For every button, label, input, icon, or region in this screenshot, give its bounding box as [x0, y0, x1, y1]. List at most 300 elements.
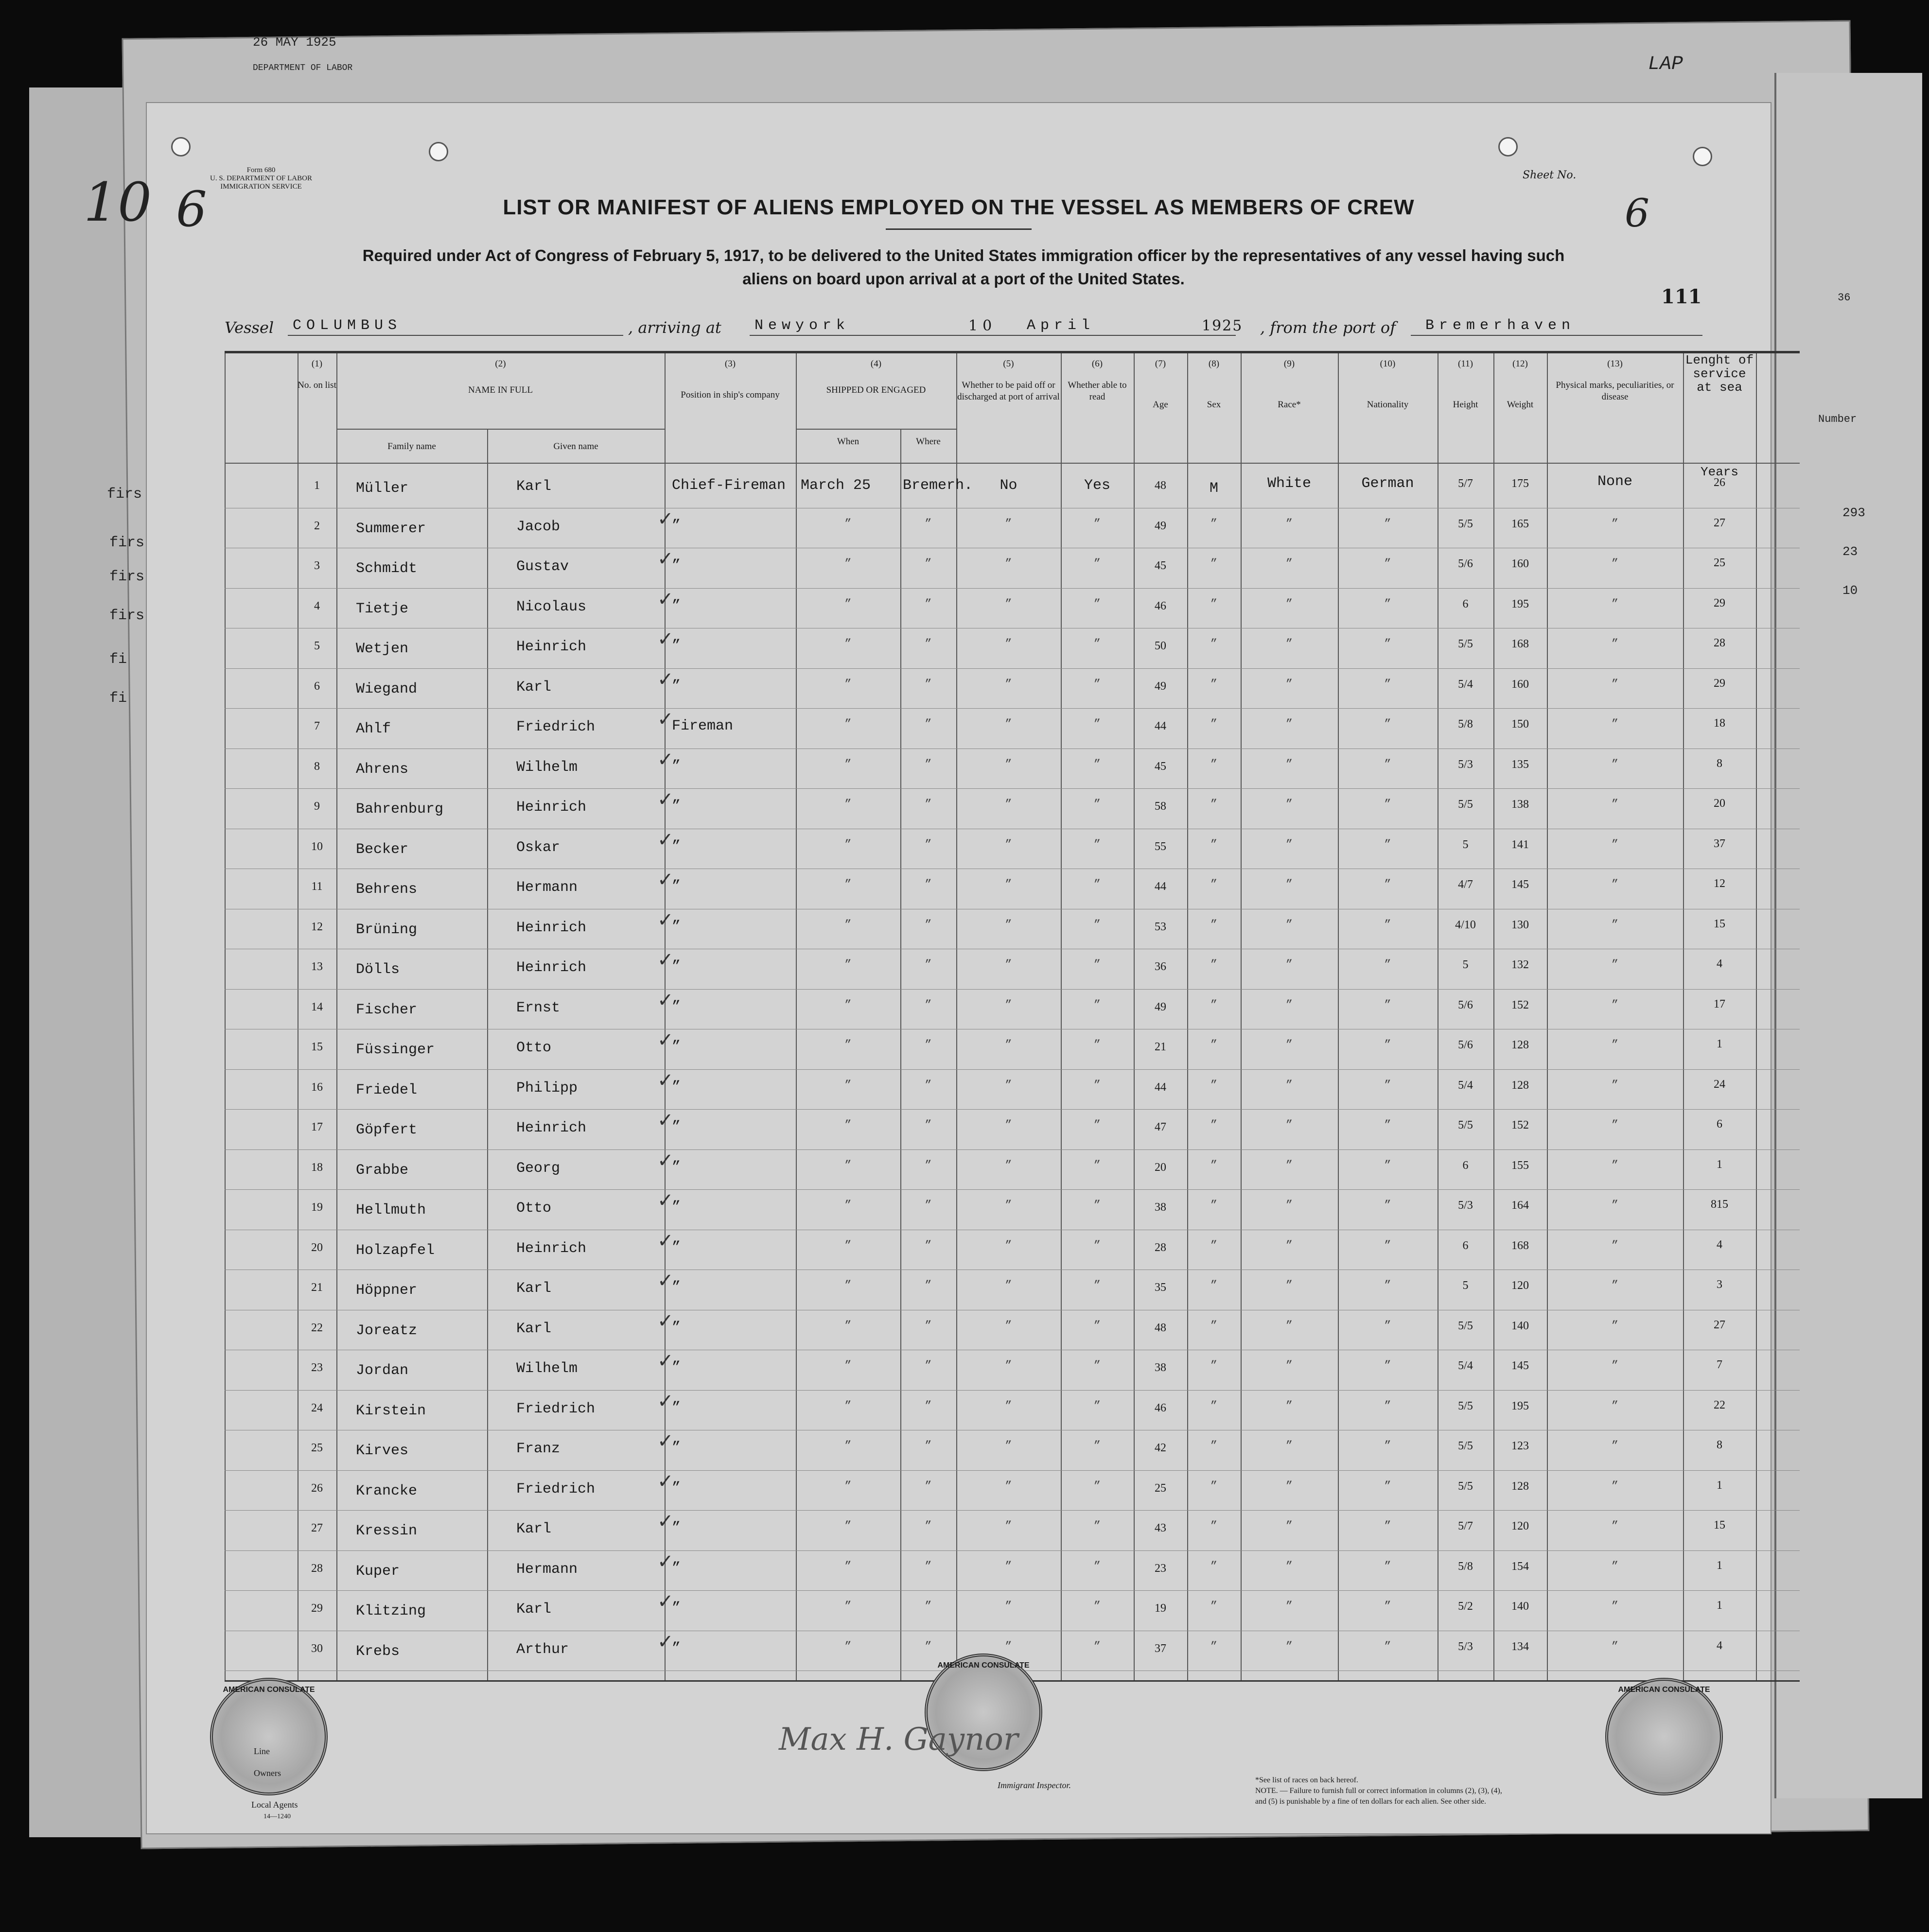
years-at-sea: 1 — [1717, 1038, 1722, 1050]
margin-number-2: 6 — [176, 181, 207, 238]
paid-off-ditto: ” — [1005, 798, 1012, 811]
years-at-sea: 37 — [1714, 837, 1725, 850]
nationality-ditto: ” — [1384, 1520, 1391, 1533]
race-ditto: ” — [1285, 1600, 1293, 1613]
position: ” — [672, 1440, 681, 1456]
family-name: Kressin — [356, 1523, 418, 1539]
years-at-sea: 1 — [1717, 1599, 1722, 1612]
given-name: Gustav — [516, 558, 569, 575]
height: 5/5 — [1458, 1440, 1473, 1452]
shipped-when-ditto: ” — [844, 758, 852, 771]
penalty-note-2: and (5) is punishable by a fine of ten dollars for each alien. See other side. — [1255, 1797, 1486, 1806]
physical-marks-ditto: ” — [1611, 798, 1619, 811]
check-mark: ✓ — [657, 1550, 674, 1573]
able-to-read-ditto: ” — [1093, 918, 1101, 932]
sheet-number: 6 — [1625, 191, 1649, 236]
check-mark: ✓ — [657, 1229, 674, 1252]
col9-header — [1241, 358, 1338, 411]
family-name: Klitzing — [356, 1603, 426, 1619]
family-name: Tietje — [356, 600, 409, 617]
height: 5/5 — [1458, 1479, 1473, 1493]
col-label: SHIPPED OR ENGAGED — [826, 385, 926, 395]
sex-ditto: ” — [1210, 1199, 1218, 1212]
consulate-stamp — [1605, 1678, 1723, 1795]
col12-header — [1493, 358, 1547, 411]
age: 55 — [1155, 840, 1166, 853]
height: 4/10 — [1455, 918, 1476, 931]
able-to-read-ditto: ” — [1093, 798, 1101, 811]
given-name: Karl — [516, 478, 552, 495]
right-sheet-value: 23 — [1842, 544, 1858, 559]
shipped-when-ditto: ” — [844, 1640, 852, 1654]
shipped-where-ditto: ” — [925, 1279, 932, 1292]
row-rule — [225, 1069, 1800, 1070]
age: 49 — [1155, 679, 1166, 693]
nationality-ditto: ” — [1384, 1399, 1391, 1413]
race-ditto: ” — [1285, 758, 1293, 771]
given-name: Jacob — [516, 518, 561, 535]
given-name: Heinrich — [516, 639, 587, 655]
row-number: 29 — [311, 1602, 323, 1615]
shipped-when-ditto: ” — [844, 557, 852, 571]
line-label: Line — [254, 1746, 270, 1756]
years-at-sea: 6 — [1717, 1118, 1722, 1131]
family-name: Ahrens — [356, 761, 409, 778]
crew-table — [225, 351, 1800, 1682]
nationality-ditto: ” — [1384, 597, 1391, 611]
years-at-sea: 1 — [1717, 1559, 1722, 1572]
nationality-ditto: ” — [1384, 838, 1391, 852]
row-number: 30 — [311, 1642, 323, 1655]
nationality-ditto: ” — [1384, 1479, 1391, 1493]
weight: 135 — [1511, 758, 1529, 771]
sex-ditto: ” — [1210, 798, 1218, 811]
paid-off-ditto: ” — [1005, 557, 1012, 571]
check-mark: ✓ — [657, 1189, 674, 1212]
position: ” — [672, 1159, 681, 1176]
height: 5/4 — [1458, 1359, 1473, 1372]
race-ditto: ” — [1285, 1640, 1293, 1654]
shipped-when-ditto: ” — [844, 1479, 852, 1493]
given-name: Otto — [516, 1200, 552, 1217]
shipped-when-ditto: ” — [844, 998, 852, 1012]
age: 42 — [1155, 1442, 1166, 1454]
height: 6 — [1462, 1159, 1469, 1172]
position: ” — [672, 678, 681, 695]
shipped-where-ditto: ” — [925, 878, 932, 891]
paid-off-ditto: ” — [1005, 918, 1012, 932]
paid-off-ditto: ” — [1005, 1239, 1012, 1253]
shipped-where-ditto: ” — [925, 1520, 932, 1533]
shipped-when-ditto: ” — [844, 1399, 852, 1413]
row-number: 27 — [311, 1522, 323, 1534]
weight: 141 — [1511, 838, 1529, 851]
age: 50 — [1155, 640, 1166, 652]
sex-ditto: ” — [1210, 557, 1218, 571]
owners-label: Owners — [254, 1768, 281, 1778]
able-to-read-ditto: ” — [1093, 1199, 1101, 1212]
paid-off-ditto: ” — [1005, 958, 1012, 972]
physical-marks-ditto: ” — [1611, 1079, 1619, 1092]
physical-marks-ditto: ” — [1611, 1239, 1619, 1253]
sex-ditto: ” — [1210, 838, 1218, 852]
shipped-where-ditto: ” — [925, 1600, 932, 1613]
weight: 160 — [1511, 678, 1529, 691]
inspector-label: Immigrant Inspector. — [998, 1780, 1071, 1790]
when-header: When — [837, 436, 859, 447]
years-at-sea: 18 — [1714, 717, 1725, 730]
nationality-ditto: ” — [1384, 1319, 1391, 1333]
col4-header — [796, 358, 956, 396]
height: 5/5 — [1458, 638, 1473, 650]
form-code: 14—1240 — [263, 1813, 291, 1820]
age: 38 — [1155, 1201, 1166, 1214]
physical-marks-ditto: ” — [1611, 1359, 1619, 1373]
height: 4/7 — [1458, 878, 1473, 891]
sex-ditto: ” — [1210, 597, 1218, 611]
row-rule — [225, 1550, 1800, 1551]
race-ditto: ” — [1285, 1399, 1293, 1413]
punch-hole — [171, 137, 191, 157]
punch-hole — [1693, 147, 1712, 166]
position: ” — [672, 1039, 681, 1055]
left-sheet-word: fi — [109, 690, 127, 707]
row-number: 16 — [311, 1080, 323, 1094]
physical-marks-ditto: ” — [1611, 638, 1619, 651]
weight: 134 — [1511, 1640, 1529, 1653]
nationality-ditto: ” — [1384, 878, 1391, 891]
physical-marks-ditto: ” — [1611, 1560, 1619, 1573]
position: ” — [672, 958, 681, 975]
col5-header — [956, 358, 1061, 403]
col1-header — [298, 358, 336, 391]
arrival-month: April — [1027, 317, 1095, 334]
years-at-sea: 4 — [1717, 957, 1722, 970]
race-ditto: ” — [1285, 918, 1293, 932]
race-ditto: ” — [1285, 1239, 1293, 1253]
able-to-read-ditto: ” — [1093, 1479, 1101, 1493]
col-number: (2) — [495, 359, 506, 369]
given-name: Wilhelm — [516, 1360, 578, 1377]
family-name: Joreatz — [356, 1322, 418, 1339]
family-name: Hellmuth — [356, 1202, 426, 1218]
sex-ditto: ” — [1210, 1239, 1218, 1253]
shipped-when-ditto: ” — [844, 838, 852, 852]
row-number: 11 — [311, 880, 323, 893]
position: ” — [672, 1479, 681, 1497]
shipped-when-ditto: ” — [844, 517, 852, 531]
row-rule — [225, 1109, 1800, 1110]
row-number: 28 — [311, 1562, 323, 1575]
able-to-read-ditto: ” — [1093, 1399, 1101, 1413]
left-sheet-word: fi — [109, 651, 127, 668]
weight: 150 — [1511, 718, 1529, 731]
nationality-ditto: ” — [1384, 678, 1391, 691]
shipped-where-ditto: ” — [925, 557, 932, 571]
height: 5/5 — [1458, 1399, 1473, 1412]
check-mark: ✓ — [657, 1029, 674, 1051]
years-at-sea: 1 — [1717, 1158, 1722, 1171]
weight: 152 — [1511, 1119, 1529, 1131]
col-rule — [225, 353, 226, 1680]
family-name: Höppner — [356, 1282, 418, 1299]
header-subline — [336, 429, 665, 430]
shipped-where-ditto: ” — [925, 1440, 932, 1453]
height: 6 — [1462, 1239, 1469, 1252]
row-number: 18 — [311, 1161, 323, 1174]
height: 5/3 — [1458, 1640, 1473, 1653]
years-at-sea: 12 — [1714, 877, 1725, 890]
years-at-sea: 7 — [1717, 1358, 1722, 1371]
race-ditto: ” — [1285, 1440, 1293, 1453]
age: 49 — [1155, 519, 1166, 532]
given-name: Karl — [516, 1601, 552, 1618]
position: ” — [672, 1640, 681, 1657]
shipped-when-ditto: ” — [844, 678, 852, 691]
position: ” — [672, 1560, 681, 1577]
able-to-read-ditto: ” — [1093, 1159, 1101, 1172]
years-at-sea: 27 — [1714, 516, 1725, 529]
race-ditto: ” — [1285, 878, 1293, 891]
row-rule — [225, 1470, 1800, 1471]
family-name: Wetjen — [356, 641, 409, 657]
shipped-when-ditto: ” — [844, 1359, 852, 1373]
paid-off-ditto: ” — [1005, 1039, 1012, 1052]
position: ” — [672, 918, 681, 935]
height: 5/6 — [1458, 998, 1473, 1011]
paid-off-ditto: ” — [1005, 1479, 1012, 1493]
row-rule — [225, 1590, 1800, 1591]
header-subline — [796, 429, 956, 430]
nationality-ditto: ” — [1384, 998, 1391, 1012]
family-name: Becker — [356, 841, 409, 858]
age: 45 — [1155, 760, 1166, 773]
col10-header — [1338, 358, 1438, 411]
nationality-ditto: ” — [1384, 1079, 1391, 1092]
sex-ditto: ” — [1210, 958, 1218, 972]
weight: 140 — [1511, 1319, 1529, 1332]
height: 5/6 — [1458, 1039, 1473, 1051]
given-name: Otto — [516, 1040, 552, 1056]
row-number: 10 — [311, 840, 323, 853]
shipped-when-ditto: ” — [844, 718, 852, 731]
check-mark: ✓ — [657, 1350, 674, 1372]
subtitle-line-1: Required under Act of Congress of February 5, 1917, to be delivered to the United States immigration officer by the representatives of any vessel having such — [362, 246, 1565, 264]
years-at-sea: 24 — [1714, 1078, 1725, 1091]
paid-off-ditto: ” — [1005, 678, 1012, 691]
stamp-text: AMERICAN CONSULATE — [1618, 1686, 1710, 1694]
row-number: 25 — [311, 1442, 323, 1454]
shipped-where-ditto: ” — [925, 1399, 932, 1413]
shipped-where-ditto: ” — [925, 1640, 932, 1654]
shipped-where-ditto: ” — [925, 798, 932, 811]
age: 44 — [1155, 1080, 1166, 1094]
row-number: 12 — [311, 920, 323, 933]
physical-marks-ditto: ” — [1611, 1159, 1619, 1172]
row-number: 8 — [314, 760, 320, 773]
given-name: Heinrich — [516, 1240, 587, 1257]
vessel-name: COLUMBUS — [293, 317, 402, 334]
years-unit: Years — [1700, 465, 1738, 479]
punch-hole — [429, 142, 448, 161]
position: ” — [672, 597, 681, 614]
position: ” — [672, 1319, 681, 1336]
left-sheet-word: firs — [109, 535, 145, 551]
position: ” — [672, 1239, 681, 1256]
right-sheet-value: 10 — [1842, 583, 1858, 598]
top-stamp: 26 MAY 1925 — [253, 35, 336, 50]
family-name: Jordan — [356, 1362, 409, 1379]
paid-off-ditto: ” — [1005, 1600, 1012, 1613]
shipped-where-ditto: ” — [925, 1039, 932, 1052]
sex-ditto: ” — [1210, 1399, 1218, 1413]
departure-port: Bremerhaven — [1425, 317, 1576, 334]
shipped-when-ditto: ” — [844, 597, 852, 611]
sex-ditto: ” — [1210, 1359, 1218, 1373]
position: ” — [672, 1520, 681, 1536]
nationality-ditto: ” — [1384, 1119, 1391, 1132]
height: 5/5 — [1458, 1319, 1473, 1332]
check-mark: ✓ — [657, 788, 674, 811]
check-mark: ✓ — [657, 1630, 674, 1653]
age: 25 — [1155, 1481, 1166, 1495]
row-number: 2 — [314, 519, 320, 532]
age: 38 — [1155, 1361, 1166, 1374]
family-name: Wiegand — [356, 680, 418, 697]
given-name: Heinrich — [516, 799, 587, 816]
shipped-where-ditto: ” — [925, 1560, 932, 1573]
row-rule — [225, 668, 1800, 669]
col-label: Race* — [1278, 400, 1301, 410]
service-name: IMMIGRATION SERVICE — [220, 183, 302, 191]
height: 5/8 — [1458, 718, 1473, 731]
row-number: 17 — [311, 1121, 323, 1133]
weight: 128 — [1511, 1479, 1529, 1493]
shipped-when-ditto: ” — [844, 638, 852, 651]
race: White — [1267, 475, 1311, 492]
row-number: 7 — [314, 720, 320, 732]
row-number: 5 — [314, 640, 320, 652]
stamp-text: AMERICAN CONSULATE — [223, 1686, 315, 1694]
col14-header: Lenght of service at sea — [1685, 353, 1754, 395]
sex-ditto: ” — [1210, 758, 1218, 771]
family-name: Kirstein — [356, 1402, 426, 1419]
col-label: Sex — [1207, 400, 1221, 410]
shipped-where-ditto: ” — [925, 958, 932, 972]
shipped-where-ditto: ” — [925, 838, 932, 852]
physical-marks-ditto: ” — [1611, 1119, 1619, 1132]
able-to-read-ditto: ” — [1093, 1640, 1101, 1654]
sex-ditto: ” — [1210, 1520, 1218, 1533]
able-to-read-ditto: ” — [1093, 557, 1101, 571]
check-mark: ✓ — [657, 507, 674, 530]
col-rule — [336, 353, 337, 1680]
sex-ditto: ” — [1210, 1319, 1218, 1333]
check-mark: ✓ — [657, 828, 674, 851]
right-sheet-header: Number — [1818, 413, 1857, 425]
sex-ditto: ” — [1210, 1039, 1218, 1052]
local-agents-label: Local Agents — [251, 1800, 298, 1810]
sex-ditto: ” — [1210, 1159, 1218, 1172]
weight: 145 — [1511, 1359, 1529, 1372]
col-number: (10) — [1380, 359, 1396, 369]
family-name: Grabbe — [356, 1162, 409, 1179]
check-mark: ✓ — [657, 989, 674, 1011]
weight: 155 — [1511, 1159, 1529, 1172]
nationality-ditto: ” — [1384, 1039, 1391, 1052]
family-name-header: Family name — [387, 441, 436, 452]
age: 44 — [1155, 880, 1166, 893]
race-ditto: ” — [1285, 1039, 1293, 1052]
check-mark: ✓ — [657, 628, 674, 650]
able-to-read-ditto: ” — [1093, 517, 1101, 531]
row-rule — [225, 788, 1800, 789]
years-at-sea: 8 — [1717, 1439, 1722, 1451]
family-name: Göpfert — [356, 1122, 418, 1138]
shipped-when-ditto: ” — [844, 1199, 852, 1212]
paid-off-ditto: ” — [1005, 1520, 1012, 1533]
family-name: Summerer — [356, 520, 426, 537]
col-number: (3) — [724, 359, 736, 369]
nationality-ditto: ” — [1384, 638, 1391, 651]
weight: 120 — [1511, 1520, 1529, 1532]
col-number: (7) — [1155, 359, 1166, 369]
sex-ditto: ” — [1210, 718, 1218, 731]
weight: 160 — [1511, 557, 1529, 570]
shipped-when-ditto: ” — [844, 918, 852, 932]
sex-ditto: ” — [1210, 1440, 1218, 1453]
row-rule — [225, 708, 1800, 709]
col-number: (6) — [1091, 359, 1103, 369]
height: 5 — [1462, 1279, 1469, 1292]
family-name: Krancke — [356, 1482, 418, 1499]
rule — [288, 335, 623, 336]
nationality-ditto: ” — [1384, 1640, 1391, 1654]
row-rule — [225, 1149, 1800, 1150]
physical-marks-ditto: ” — [1611, 918, 1619, 932]
col11-header — [1438, 358, 1493, 411]
header-bottom — [225, 463, 1800, 464]
col13-header — [1547, 358, 1683, 403]
col-rule — [1134, 353, 1135, 1680]
age: 58 — [1155, 800, 1166, 813]
height: 5 — [1462, 958, 1469, 971]
shipped-when-ditto: ” — [844, 1319, 852, 1333]
position: ” — [672, 1119, 681, 1135]
years-at-sea: 29 — [1714, 677, 1725, 690]
years-at-sea: 25 — [1714, 557, 1725, 569]
shipped-when-ditto: ” — [844, 1119, 852, 1132]
paid-off-ditto: ” — [1005, 1079, 1012, 1092]
shipped-where-ditto: ” — [925, 918, 932, 932]
sex-ditto: ” — [1210, 1640, 1218, 1654]
shipped-when-ditto: ” — [844, 878, 852, 891]
rule — [1411, 335, 1702, 336]
row-number: 6 — [314, 679, 320, 693]
physical-marks-ditto: ” — [1611, 557, 1619, 571]
height: 5/7 — [1458, 1520, 1473, 1532]
age: 43 — [1155, 1522, 1166, 1534]
physical-marks-ditto: ” — [1611, 1640, 1619, 1654]
col-label: Age — [1153, 400, 1168, 410]
weight: 123 — [1511, 1440, 1529, 1452]
family-name: Fischer — [356, 1001, 418, 1018]
check-mark: ✓ — [657, 1149, 674, 1172]
sex-ditto: ” — [1210, 1279, 1218, 1292]
col-rule — [1756, 353, 1757, 1680]
weight: 128 — [1511, 1079, 1529, 1092]
sex-ditto: ” — [1210, 1079, 1218, 1092]
